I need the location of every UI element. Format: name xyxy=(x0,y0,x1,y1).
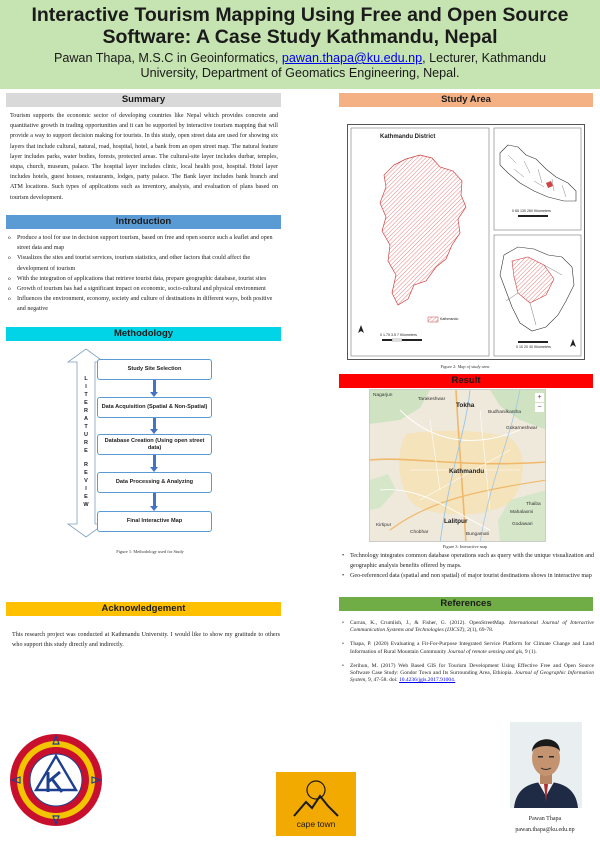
map-label: Tokha xyxy=(456,402,475,409)
study-area-scale-left: 0 1.75 3.5 7 Kilometers xyxy=(380,333,417,337)
list-item: • Geo-referenced data (spatial and non spatial) of major tourist destinations shows in interactive map xyxy=(341,571,594,581)
flow-step-processing: Data Processing & Analyzing xyxy=(97,472,212,493)
flow-step-final-map: Final Interactive Map xyxy=(97,511,212,532)
study-area-map-graphic xyxy=(348,125,584,359)
author-card-name: Pawan Thapa xyxy=(528,816,562,822)
introduction-list xyxy=(8,233,280,315)
author-block: Pawan Thapa, M.S.C in Geoinformatics, pawan.thapa@ku.edu.np, Lecturer, Kathmandu University, Department of Geomatics Engineering, Nepal. xyxy=(0,51,600,81)
acknowledgement-heading: Acknowledgement xyxy=(6,602,281,616)
study-area-map-title: Kathmandu District xyxy=(380,134,436,140)
flow-step-data-acquisition: Data Acquisition (Spatial & Non-Spatial) xyxy=(97,397,212,418)
figure-3-caption: Figure 3: Interactive map xyxy=(442,544,488,549)
flow-arrow-down-icon xyxy=(151,493,158,511)
study-area-legend-label: Kathmandu xyxy=(440,317,459,321)
interactive-map[interactable] xyxy=(369,389,546,542)
reference-item: • Zerihun, M. (2017) Web Based GIS for Tourism Development Using Effective Free and Open Source Software Case Study: Gondor Town and Its Surrounding Area, Ethiopia. Journal of Geographic Information System, 9, 47-58. doi: 10.4236/jgis.2017.91004. xyxy=(340,663,594,685)
study-area-map-figure xyxy=(347,124,585,360)
list-item: o Visualizes the sites and tourist services, tourism statistics, and other factors that could affect the development of tourism xyxy=(8,253,280,273)
map-label: Nagarjun xyxy=(373,393,393,398)
list-item: o Influences the environment, economy, society and culture of destinations in different ways, both positive and negative xyxy=(8,294,280,314)
poster-title: Interactive Tourism Mapping Using Free and Open Source Software: A Case Study Kathmandu, Nepal xyxy=(31,4,569,48)
doi-link[interactable]: 10.4236/jgis.2017.91004. xyxy=(399,677,456,684)
map-zoom-in-button[interactable]: + xyxy=(535,393,544,402)
author-card-email: pawan.thapa@ku.edu.np xyxy=(515,827,575,833)
figure-1-caption: Figure 1: Methodology used for Study xyxy=(116,549,184,554)
author-photo xyxy=(510,722,582,808)
map-label: Godawari xyxy=(512,522,533,527)
study-area-heading: Study Area xyxy=(339,93,593,107)
introduction-heading: Introduction xyxy=(6,215,281,229)
flow-arrow-down-icon xyxy=(151,455,158,472)
result-bullets xyxy=(341,551,594,582)
flow-step-study-site: Study Site Selection xyxy=(97,359,212,380)
map-label: Tarakeshwar xyxy=(418,397,446,402)
map-label: Chobhar xyxy=(410,530,429,535)
acknowledgement-text: This research project was conducted at Kathmandu University. I would like to show my gratitude to others who support this study directly and indirectly. xyxy=(12,632,280,649)
cape-town-logo-text: cape town xyxy=(296,819,336,829)
map-label: Bungamati xyxy=(466,532,489,537)
list-item: • Technology integrates common database operations such as query with the unique visualization and geographic analysis benefits offered by maps. xyxy=(341,551,594,571)
map-zoom-out-button[interactable]: − xyxy=(535,403,544,412)
study-area-scale-nepal: 0 65 130 260 Kilometers xyxy=(512,209,551,213)
author-affiliation: University, Department of Geomatics Engineering, Nepal. xyxy=(140,66,460,80)
figure-2-caption: Figure 2: Map of study area xyxy=(440,364,490,369)
author-email-link[interactable]: pawan.thapa@ku.edu.np xyxy=(281,51,423,65)
result-heading: Result xyxy=(339,374,593,388)
summary-heading: Summary xyxy=(6,93,281,107)
flow-arrow-down-icon xyxy=(151,418,158,434)
kathmandu-university-logo xyxy=(8,732,104,828)
study-area-scale-right: 0 10 20 40 Kilometers xyxy=(516,345,551,349)
map-label: Budhanilkantha xyxy=(488,410,522,415)
flow-step-database-creation: Database Creation (Using open street data) xyxy=(97,434,212,455)
author-name: Pawan Thapa, M.S.C in Geoinformatics, xyxy=(53,51,282,65)
list-item: o Produce a tool for use in decision support tourism, based on free and open source such a leaflet and open street data and map xyxy=(8,233,280,253)
map-label: Kathmandu xyxy=(449,468,485,475)
map-label: Lalitpur xyxy=(444,518,468,525)
summary-text: Tourism supports the economic sector of developing countries like Nepal which provides concrete and quantitative growth in trading opportunities and it can be supported by interactive tourism mapping that will provide a way to support decision making for tourists. In this study, open street data are used for showing six layers that include cultural, natural, road, hospital, hotel, a bank from an open street map. The natural feature layer includes parks, water bodies, forests, protected areas. The cultural-site layer includes durbar, temples, stupa, church, museum, palace. The hospital layer includes clinic, local health post, hospital. Hotel layer includes hotels, guest houses, restaurants, lodges, party palace. The Bank layer includes bank branch and ATM locations. Such types of applications such as inventory, analysis, and evaluation of plans based on tourism development. xyxy=(10,113,278,201)
flow-arrow-down-icon xyxy=(151,380,158,397)
methodology-heading: Methodology xyxy=(6,327,281,341)
map-label: Thaiba xyxy=(526,502,541,507)
map-label: Kirtipur xyxy=(376,523,392,528)
references-heading: References xyxy=(339,597,593,611)
map-label: Gokarneshwar xyxy=(506,426,538,431)
reference-item: • Curran, K., Crumlish, J., & Fisher, G. (2012). OpenStreetMap. International Journal of Interactive Communication Systems and Technologies (IJICST), 2(1), 69-78. xyxy=(340,620,594,634)
reference-item: • Thapa, P. (2020) Evaluating a Fit-For-Purpose Integrated Service Platform for Climate Change and Land Information of Rural Mountain Community Journal of remote sensing and gis, 9 (1). xyxy=(340,641,594,655)
list-item: o Growth of tourism has had a significant impact on economic, socio-cultural and physical environment xyxy=(8,284,280,294)
list-item: o With the integration of applications that retrieve tourist data, prepare geographic database, tourist sites xyxy=(8,274,280,284)
map-label: Mahalaxmi xyxy=(510,510,534,515)
cape-town-logo xyxy=(276,772,356,836)
poster-header xyxy=(0,0,600,89)
references-list xyxy=(340,620,594,691)
